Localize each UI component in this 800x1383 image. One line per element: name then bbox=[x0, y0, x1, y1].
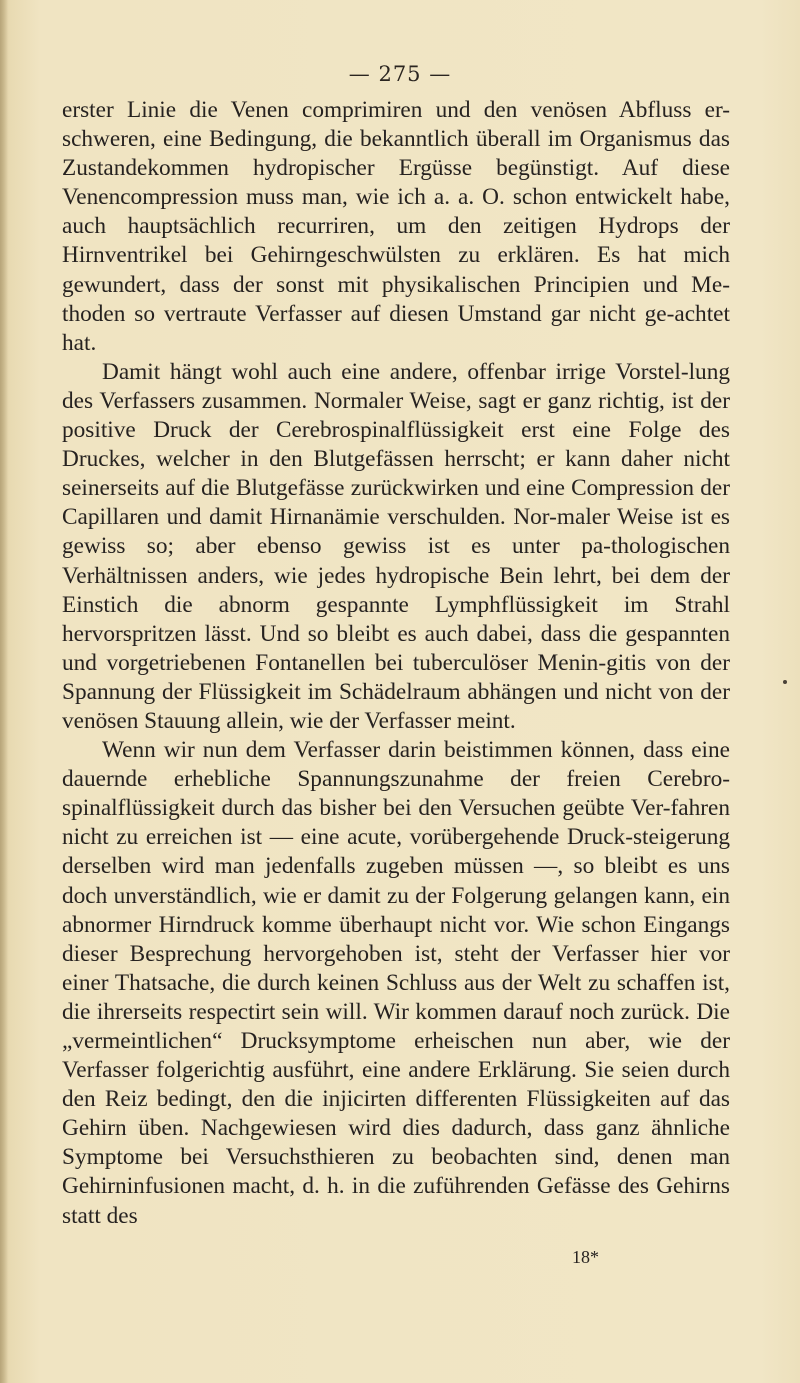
signature-mark: 18* bbox=[572, 1247, 599, 1267]
body-text bbox=[62, 96, 730, 1231]
page-number: — 275 — bbox=[348, 62, 452, 86]
paragraph-3: Wenn wir nun dem Verfasser darin beistimmen können, dass eine dauernde erhebliche Spannungszunahme der freien Cerebro-spinalflüssigkeit durch das bisher bei den Versuchen geübte Ver-fahren nicht zu erreichen ist — eine acute, vorübergehende Druck-steigerung derselben wird man jedenfalls zugeben müssen —, so bleibt es uns doch unverständlich, wie er damit zu der Folgerung gelangen kann, ein abnormer Hirndruck komme überhaupt nicht vor. Wie schon Eingangs dieser Besprechung hervorgehoben ist, steht der Verfasser hier vor einer Thatsache, die durch keinen Schluss aus der Welt zu schaffen ist, die ihrerseits respectirt sein will. Wir kommen darauf noch zurück. Die „vermeintlichen“ Drucksymptome erheischen nun aber, wie der Verfasser folgerichtig ausführt, eine andere Erklärung. Sie seien durch den Reiz bedingt, den die injicirten differenten Flüssigkeiten auf das Gehirn üben. Nachgewiesen wird dies dadurch, dass ganz ähnliche Symptome bei Versuchsthieren zu beobachten sind, denen man Gehirninfusionen macht, d. h. in die zuführenden Gefässe des Gehirns statt des bbox=[62, 737, 730, 1229]
paragraph-2: Damit hängt wohl auch eine andere, offenbar irrige Vorstel-lung des Verfassers zusammen. Normaler Weise, sagt er ganz richtig, ist der positive Druck der Cerebrospinalflüssigkeit erst eine Folge des Druckes, welcher in den Blutgefässen herrscht; er kann daher nicht seinerseits auf die Blutgefässe zurückwirken und eine Compression der Capillaren und damit Hirnanämie verschulden. Nor-maler Weise ist es gewiss so; aber ebenso gewiss ist es unter pa-thologischen Verhältnissen anders, wie jedes hydropische Bein lehrt, bei dem der Einstich die abnorm gespannte Lymphflüssigkeit im Strahl hervorspritzen lässt. Und so bleibt es auch dabei, dass die gespannten und vorgetriebenen Fontanellen bei tuberculöser Menin-gitis von der Spannung der Flüssigkeit im Schädelraum abhängen und nicht von der venösen Stauung allein, wie der Verfasser meint. bbox=[62, 358, 730, 734]
spine-shadow bbox=[0, 0, 8, 1383]
paragraph-1: erster Linie die Venen comprimiren und den venösen Abfluss er-schweren, eine Bedingung, die bekanntlich überall im Organismus das Zustandekommen hydropischer Ergüsse begünstigt. Auf diese Venencompression muss man, wie ich a. a. O. schon entwickelt habe, auch hauptsächlich recurriren, um den zeitigen Hydrops der Hirnventrikel bei Gehirngeschwülsten zu erklären. Es hat mich gewundert, dass der sonst mit physikalischen Principien und Me-thoden so vertraute Verfasser auf diesen Umstand gar nicht ge-achtet hat. bbox=[62, 97, 730, 356]
margin-dot bbox=[783, 680, 787, 684]
